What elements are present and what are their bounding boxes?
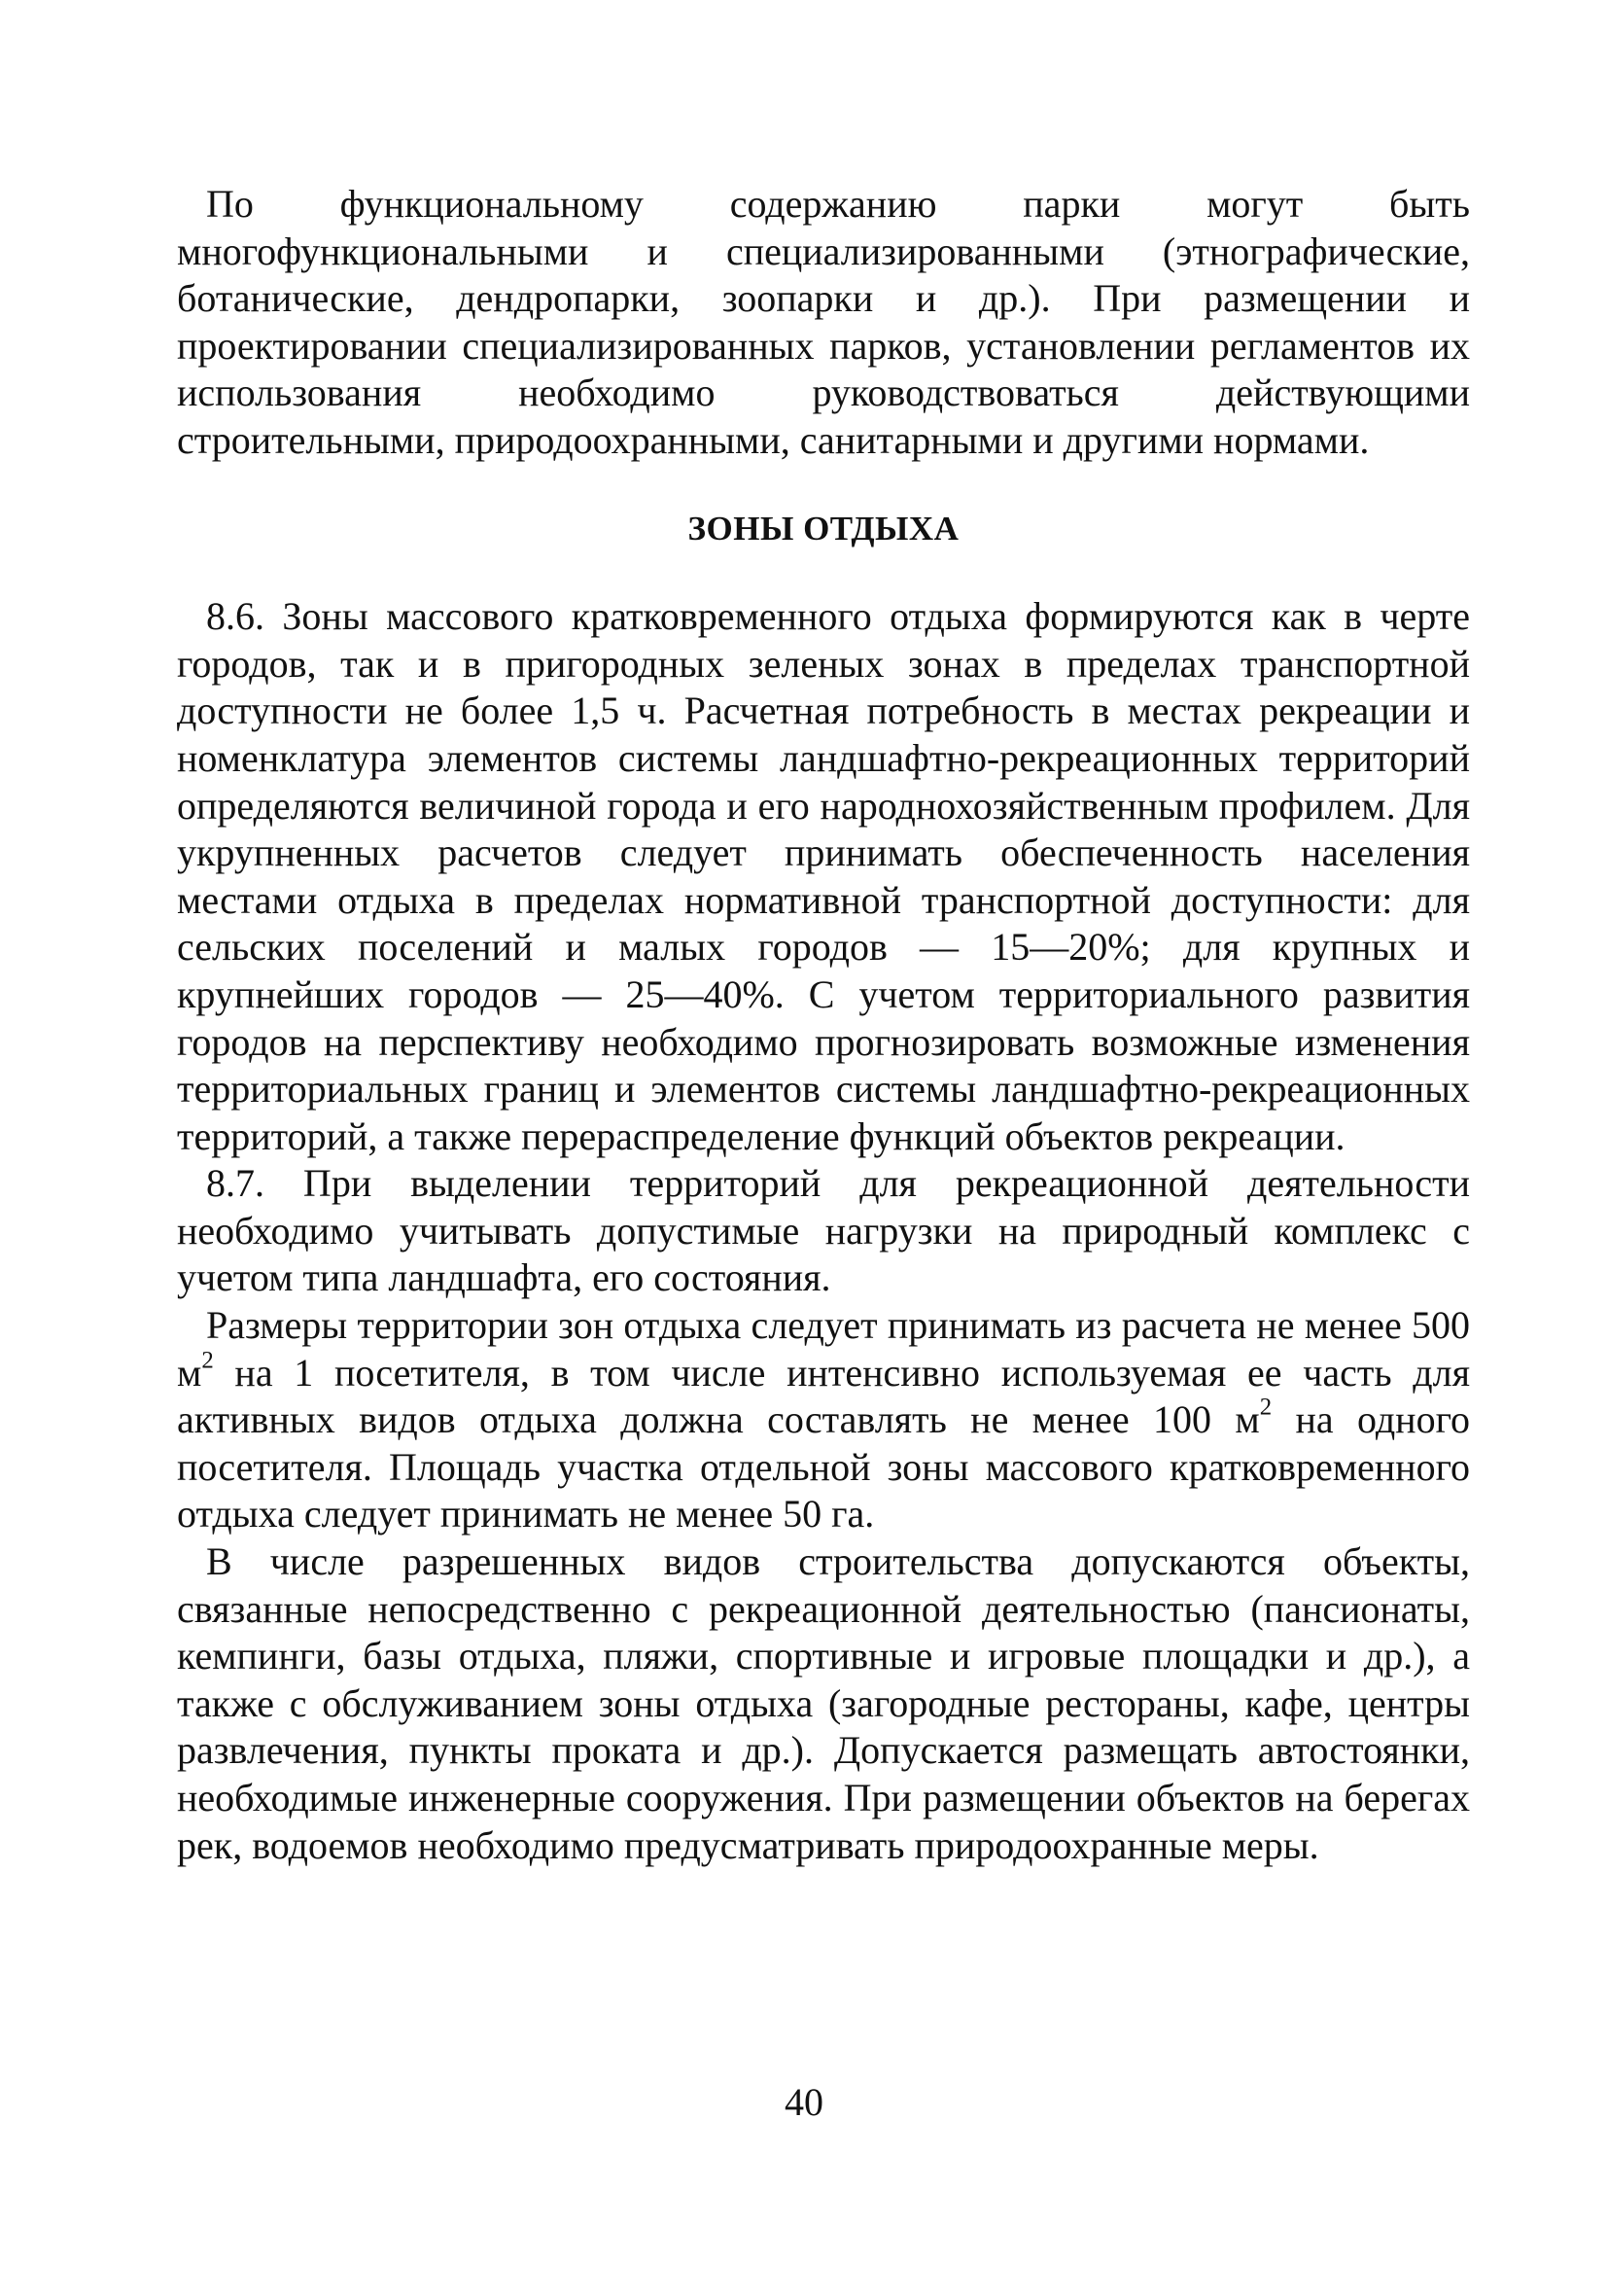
territory-sizes-text-3: на одного посетителя. Площадь участка отдельной зоны массового кратковременного отдыха следует принимать не менее 50 га. — [177, 1397, 1471, 1537]
territory-sizes-text-2: на 1 посетителя, в том числе интенсивно используемая ее часть для активных видов отдыха должна составлять не менее 100 м — [177, 1350, 1470, 1442]
paragraph-allowed-construction: В числе разрешенных видов строительства допускаются объекты, связанные непосредственно с рекреационной деятельностью (пансионаты, кемпинги, базы отдыха, пляжи, спортивные и игровые площадки и др.), а также с обслуживанием зоны отдыха (загородные рестораны, кафе, центры развлечения, пункты проката и др.). Допускается размещать автостоянки, необходимые инженерные сооружения. При размещении объектов на берегах рек, водоемов необходимо предусматривать природоохранные меры. — [177, 1539, 1470, 1867]
paragraph-territory-sizes — [177, 1302, 1470, 1538]
paragraph-8-6: 8.6. Зоны массового кратковременного отдыха формируются как в черте городов, так и в пригородных зеленых зонах в пределах транспортной доступности не более 1,5 ч. Расчетная потребность в местах рекреации и номенклатура элементов системы ландшафтно-рекреационных территорий определяются величиной города и его народнохозяйственным профилем. Для укрупненных расчетов следует принимать обеспеченность населения местами отдыха в пределах нормативной транспортной доступности: для сельских поселений и малых городов — 15—20%; для крупных и крупнейших городов — 25—40%. С учетом территориального развития городов на перспективу необходимо прогнозировать возможные изменения территориальных границ и элементов системы ландшафтно-рекреационных территорий, а также перераспределение функций объектов рекреации. — [177, 594, 1470, 1158]
superscript-2: 2 — [201, 1347, 214, 1374]
superscript-2: 2 — [1259, 1394, 1273, 1421]
body-text — [177, 181, 1470, 1869]
paragraph-8-7: 8.7. При выделении территорий для рекреационной деятельности необходимо учитывать допустимые нагрузки на природный комплекс с учетом типа ландшафта, его состояния. — [177, 1161, 1470, 1300]
paragraph-parks-function: По функциональному содержанию парки могут быть многофункциональными и специализированными (этнографические, ботанические, дендропарки, зоопарки и др.). При размещении и проектировании специализированных парков, установлении регламентов их использования необходимо руководствоваться действующими строительными, природоохранными, санитарными и другими нормами. — [177, 182, 1470, 462]
page-number: 40 — [785, 2080, 823, 2124]
section-heading: ЗОНЫ ОТДЫХА — [687, 509, 960, 548]
territory-sizes-text-1: Размеры территории зон отдыха следует принимать из расчета не менее 500 м — [177, 1303, 1470, 1395]
